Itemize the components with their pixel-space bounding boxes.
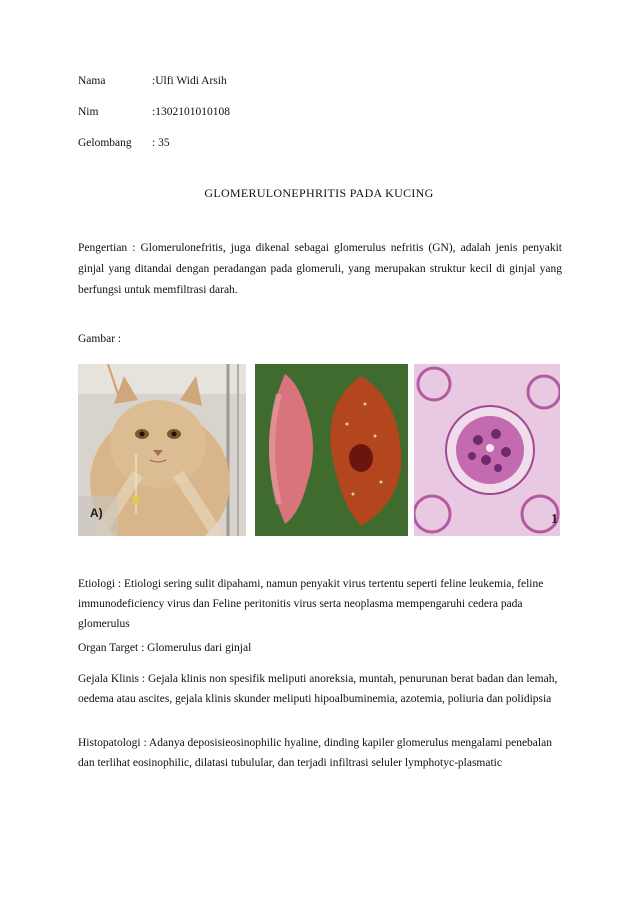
kidney-photo bbox=[255, 364, 408, 536]
name-value: :Ulfi Widi Arsih bbox=[152, 75, 227, 87]
organ-target-section: Organ Target : Glomerulus dari ginjal bbox=[78, 642, 252, 654]
nim-row bbox=[78, 106, 230, 118]
wave-label: Gelombang bbox=[78, 137, 132, 149]
name-row bbox=[78, 75, 227, 87]
wave-row bbox=[78, 137, 170, 149]
cat-photo bbox=[78, 364, 246, 536]
name-label: Nama bbox=[78, 75, 106, 87]
page-title: GLOMERULONEPHRITIS PADA KUCING bbox=[204, 186, 434, 200]
definition-paragraph: Pengertian : Glomerulonefritis, juga dikenal sebagai glomerulus nefritis (GN), adalah jenis penyakit ginjal yang ditandai dengan peradangan pada glomeruli, yang merupakan struktur kecil di ginjal yang berfungsi untuk memfiltrasi darah. bbox=[78, 242, 562, 296]
cat-figure-label: A) bbox=[90, 506, 103, 520]
etiologi-section: Etiologi : Etiologi sering sulit dipahami, namun penyakit virus tertentu seperti feline leukemia, feline immunodeficiency virus dan Feline peritonitis virus serta neoplasma mempengaruhi cedera pada glomerulus bbox=[78, 578, 544, 630]
wave-value: : 35 bbox=[152, 137, 170, 149]
nim-value: :1302101010108 bbox=[152, 106, 230, 118]
nim-label: Nim bbox=[78, 106, 99, 118]
clinical-signs-section: Gejala Klinis : Gejala klinis non spesifik meliputi anoreksia, muntah, penurunan berat badan dan lemah, oedema atau ascites, gejala klinis skunder meliputi hipoalbuminemia, azotemia, poliuria dan polidipsia bbox=[78, 673, 558, 705]
histology-photo bbox=[414, 364, 560, 536]
histology-figure-label: 1 bbox=[551, 512, 558, 527]
histopathology-section: Histopatologi : Adanya deposisieosinophilic hyaline, dinding kapiler glomerulus mengalami penebalan dan terlihat eosinophilic, dilatasi tubulular, dan terjadi infiltrasi seluler lymphotyc-plasmatic bbox=[78, 737, 552, 769]
gambar-label: Gambar : bbox=[78, 333, 122, 345]
